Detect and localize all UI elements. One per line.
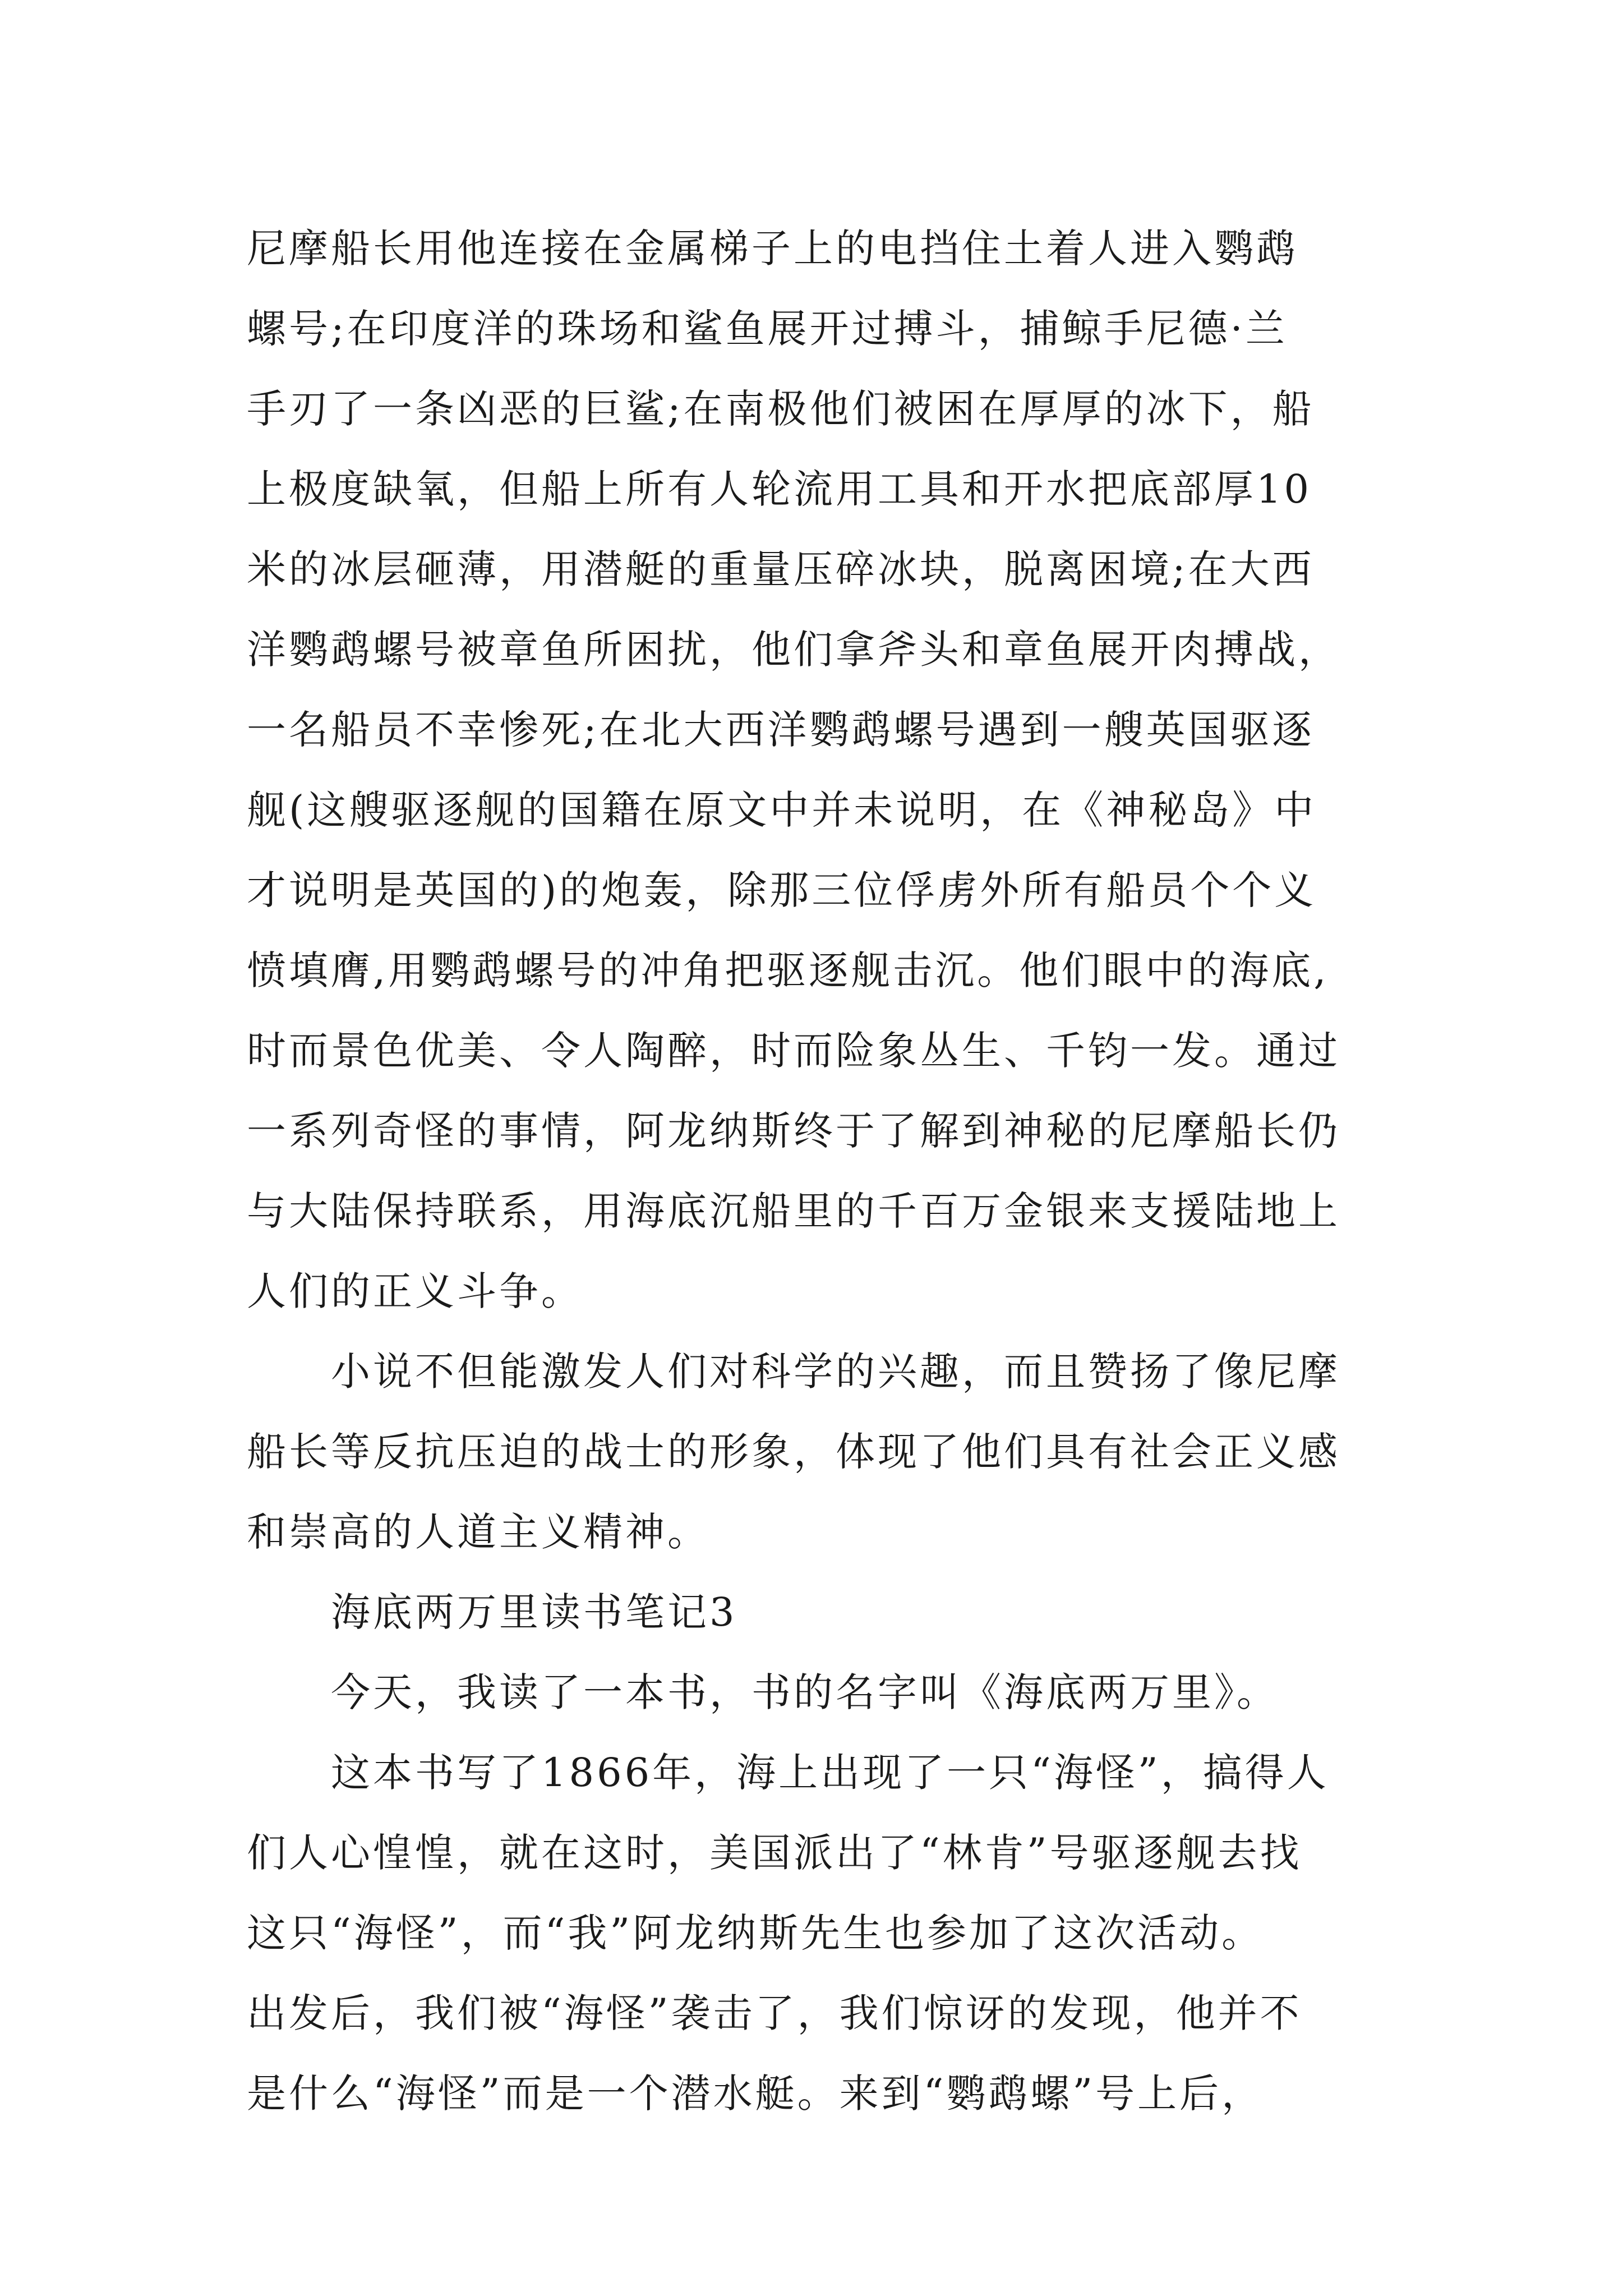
text-line: 船长等反抗压迫的战士的形象，体现了他们具有社会正义感 <box>247 1429 1340 1475</box>
paragraph-2 <box>247 1332 1385 1572</box>
text-line: 是什么“海怪”而是一个潜水艇。来到“鹦鹉螺”号上后， <box>247 2070 1264 2116</box>
text-line: 这只“海怪”，而“我”阿龙纳斯先生也参加了这次活动。 <box>247 1910 1264 1956</box>
text-line: 们人心惶惶，就在这时，美国派出了“林肯”号驱逐舰去找 <box>247 1830 1302 1876</box>
text-line: 一系列奇怪的事情，阿龙纳斯终于了解到神秘的尼摩船长仍 <box>247 1108 1340 1154</box>
text-line: 上极度缺氧，但船上所有人轮流用工具和开水把底部厚10 <box>247 466 1312 512</box>
text-line: 这本书写了1866年，海上出现了一只“海怪”，搞得人 <box>331 1750 1329 1796</box>
text-line: 与大陆保持联系，用海底沉船里的千百万金银来支援陆地上 <box>247 1188 1340 1234</box>
paragraph-4 <box>247 1733 1385 2134</box>
text-line: 一名船员不幸惨死;在北大西洋鹦鹉螺号遇到一艘英国驱逐 <box>247 707 1315 753</box>
text-line: 舰(这艘驱逐舰的国籍在原文中并未说明，在《神秘岛》中 <box>247 787 1317 833</box>
paragraph-1 <box>247 209 1385 1332</box>
document-body <box>247 209 1385 2134</box>
text-line: 时而景色优美、令人陶醉，时而险象丛生、千钧一发。通过 <box>247 1028 1340 1074</box>
heading-text: 海底两万里读书笔记3 <box>331 1589 737 1635</box>
text-line: 出发后，我们被“海怪”袭击了，我们惊讶的发现，他并不 <box>247 1990 1302 2036</box>
text-line: 才说明是英国的)的炮轰，除那三位俘虏外所有船员个个义 <box>247 867 1317 913</box>
section-heading <box>247 1572 1385 1653</box>
text-line: 尼摩船长用他连接在金属梯子上的电挡住土着人进入鹦鹉 <box>247 226 1298 272</box>
text-line: 洋鹦鹉螺号被章鱼所困扰，他们拿斧头和章鱼展开肉搏战， <box>247 627 1340 673</box>
text-line: 米的冰层砸薄，用潜艇的重量压碎冰块，脱离困境;在大西 <box>247 546 1315 592</box>
text-line: 今天，我读了一本书，书的名字叫《海底两万里》。 <box>331 1669 1279 1715</box>
text-line: 小说不但能激发人们对科学的兴趣，而且赞扬了像尼摩 <box>331 1349 1340 1395</box>
text-line: 螺号;在印度洋的珠场和鲨鱼展开过搏斗，捕鲸手尼德·兰 <box>247 306 1288 352</box>
text-line: 手刃了一条凶恶的巨鲨;在南极他们被困在厚厚的冰下，船 <box>247 386 1315 432</box>
paragraph-3 <box>247 1653 1385 1733</box>
text-line: 和崇高的人道主义精神。 <box>247 1509 709 1555</box>
text-line: 愤填膺,用鹦鹉螺号的冲角把驱逐舰击沉。他们眼中的海底, <box>247 947 1329 993</box>
text-line: 人们的正义斗争。 <box>247 1268 583 1314</box>
